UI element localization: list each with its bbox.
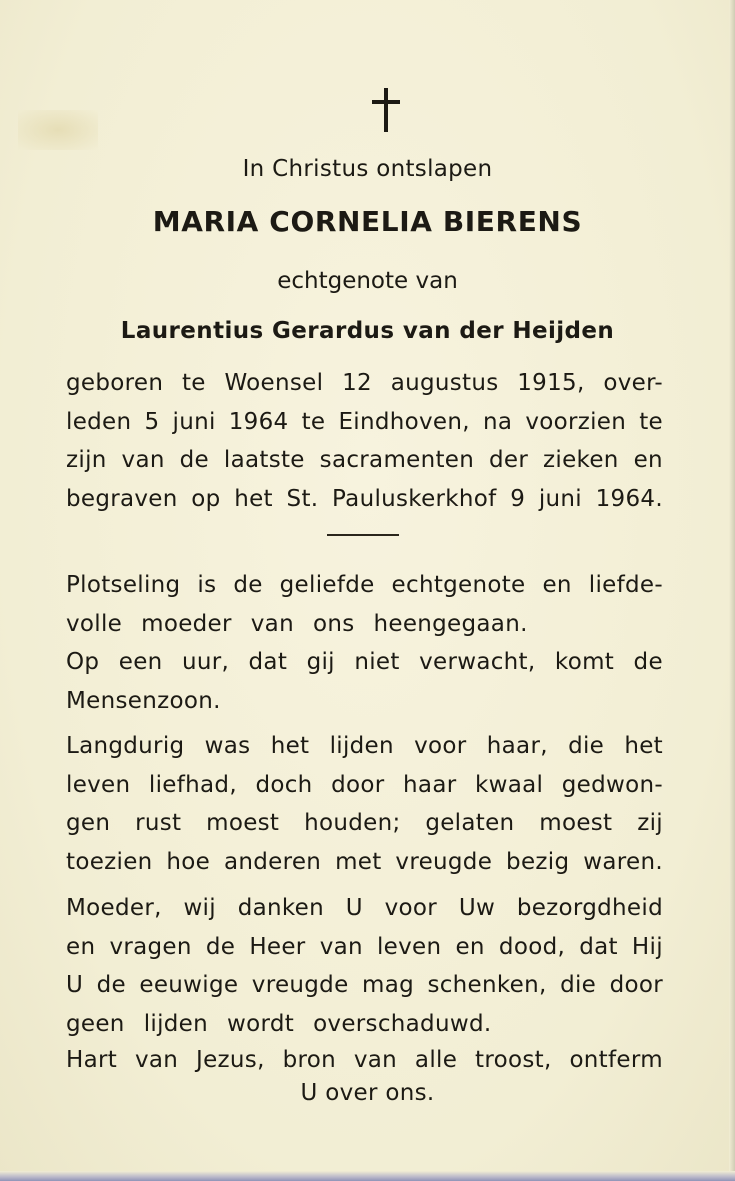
word: lijden: [143, 1010, 208, 1037]
word: sacramenten: [319, 447, 475, 473]
word: toezien: [66, 848, 153, 875]
text-line: [66, 403, 663, 442]
word: echtgenote: [391, 572, 526, 598]
word: gen: [66, 810, 111, 836]
word: danken: [237, 895, 324, 921]
text-line: [66, 804, 663, 843]
word: de: [205, 933, 236, 960]
word: haar: [403, 771, 457, 798]
word: bezig: [506, 848, 570, 875]
word: moeder: [141, 610, 232, 637]
word: van: [353, 1047, 398, 1073]
paragraph-1: [66, 566, 663, 720]
word: te: [639, 408, 663, 435]
word: dat: [579, 933, 618, 960]
cross-icon: [366, 86, 406, 136]
word: verwacht,: [419, 649, 536, 675]
spouse-name: Laurentius Gerardus van der Heijden: [120, 318, 615, 344]
word: volle: [66, 610, 123, 637]
word: Langdurig: [66, 733, 185, 759]
word: ontferm: [569, 1047, 663, 1073]
word: U: [345, 895, 363, 921]
word: mag: [362, 972, 414, 998]
word: die: [568, 733, 605, 759]
word: eeuwige: [139, 972, 239, 998]
word: moest: [539, 810, 613, 836]
word: leven: [66, 771, 131, 798]
spouse-intro: echtgenote van: [277, 268, 458, 294]
word: 1964: [228, 408, 289, 435]
text-line: [66, 364, 663, 403]
prayer-line-1: [66, 1041, 663, 1080]
card-edge-right: [729, 0, 735, 1181]
word: augustus: [390, 370, 499, 396]
text-line: [66, 566, 663, 605]
paper-stain: [18, 110, 98, 150]
word: van: [121, 447, 165, 473]
card-edge-bottom: [0, 1171, 735, 1181]
word: begraven: [66, 485, 178, 512]
paragraph-3: [66, 889, 663, 1043]
word: schenken,: [427, 972, 547, 998]
word: door: [331, 771, 385, 798]
text-line: [66, 441, 663, 480]
word: Jezus,: [196, 1047, 265, 1073]
paragraph-2: [66, 727, 663, 881]
word: anderen: [223, 848, 322, 875]
word: haar,: [486, 733, 548, 759]
text-line: [66, 928, 663, 967]
word: hoe: [166, 848, 211, 875]
word: waren.: [583, 848, 663, 875]
word: gelaten: [425, 810, 515, 836]
word: Op: [66, 649, 100, 675]
word: overschaduwd.: [313, 1010, 492, 1037]
word: houden;: [304, 810, 401, 836]
biography: [66, 364, 663, 518]
word: dood,: [498, 933, 566, 960]
text-line: [66, 727, 663, 766]
word: de: [233, 572, 263, 598]
word: van: [250, 610, 294, 637]
word: gij: [306, 649, 335, 675]
word: liefde-: [588, 572, 663, 598]
text-line: [66, 1041, 663, 1080]
word: op: [191, 485, 221, 512]
word: is: [197, 572, 217, 598]
word: die: [560, 972, 597, 998]
word: voor: [384, 895, 438, 921]
word: wordt: [227, 1010, 295, 1037]
word: een: [118, 649, 163, 675]
word: het: [624, 733, 663, 759]
divider: [327, 534, 399, 536]
text-line: [66, 843, 663, 882]
word: bron: [282, 1047, 336, 1073]
word: en: [66, 933, 96, 960]
word: door: [609, 972, 663, 998]
word: doch: [255, 771, 313, 798]
word: Woensel: [224, 370, 324, 396]
word: rust: [135, 810, 182, 836]
text-line: [66, 480, 663, 519]
text-line: [66, 682, 663, 721]
word: Plotseling: [66, 572, 181, 598]
word: 1964.: [595, 485, 663, 512]
word: te: [301, 408, 326, 435]
word: de: [633, 649, 663, 675]
word: lijden: [329, 733, 394, 759]
text-line: [66, 643, 663, 682]
word: voor: [414, 733, 467, 759]
word: Hart: [66, 1047, 118, 1073]
word: kwaal: [475, 771, 544, 798]
word: dat: [248, 649, 288, 675]
word: komt: [554, 649, 615, 675]
word: wij: [183, 895, 216, 921]
word: leden: [66, 408, 132, 435]
word: bezorgdheid: [516, 895, 663, 921]
word: juni: [538, 485, 582, 512]
word: uur,: [181, 649, 230, 675]
word: Pauluskerkhof: [332, 485, 497, 512]
word: juni: [172, 408, 216, 435]
text-line: [66, 889, 663, 928]
word: 1915,: [517, 370, 585, 396]
word: Uw: [458, 895, 496, 921]
word: Hij: [631, 933, 663, 960]
word: voorzien: [525, 408, 627, 435]
word: de: [96, 972, 126, 998]
word: heengegaan.: [373, 610, 528, 637]
word: van: [319, 933, 363, 960]
deceased-name: MARIA CORNELIA BIERENS: [152, 205, 583, 238]
word: zij: [637, 810, 663, 836]
word: troost,: [475, 1047, 552, 1073]
word: na: [482, 408, 513, 435]
heading: In Christus ontslapen: [242, 156, 493, 182]
text-line: [66, 1005, 663, 1044]
word: over-: [603, 370, 663, 396]
word: en: [455, 933, 485, 960]
word: vreugde: [395, 848, 493, 875]
word: de: [179, 447, 209, 473]
word: moest: [206, 810, 280, 836]
text-line: [66, 766, 663, 805]
word: gedwon-: [561, 771, 663, 798]
word: zieken: [543, 447, 619, 473]
word: St.: [286, 485, 319, 512]
word: was: [204, 733, 251, 759]
word: liefhad,: [148, 771, 237, 798]
word: en: [633, 447, 663, 473]
word: geliefde: [279, 572, 375, 598]
text-line: [66, 605, 663, 644]
word: vreugde: [251, 972, 349, 998]
word: Eindhoven,: [338, 408, 470, 435]
word: leven: [376, 933, 442, 960]
word: met: [335, 848, 382, 875]
word: het: [234, 485, 273, 512]
prayer-line-2: U over ons.: [300, 1080, 435, 1106]
word: laatste: [223, 447, 305, 473]
word: geboren: [66, 370, 164, 396]
word: 5: [144, 408, 160, 435]
word: geen: [66, 1010, 125, 1037]
word: zijn: [66, 447, 107, 473]
word: en: [542, 572, 572, 598]
text-line: [66, 966, 663, 1005]
word: alle: [414, 1047, 458, 1073]
word: 9: [510, 485, 526, 512]
word: der: [489, 447, 529, 473]
word: 12: [342, 370, 372, 396]
word: Moeder,: [66, 895, 162, 921]
word: ons: [312, 610, 355, 637]
word: Heer: [249, 933, 306, 960]
word: vragen: [109, 933, 192, 960]
word: Mensenzoon.: [66, 687, 221, 714]
word: niet: [354, 649, 400, 675]
word: het: [270, 733, 310, 759]
word: U: [66, 972, 84, 998]
word: van: [134, 1047, 179, 1073]
word: te: [181, 370, 206, 396]
